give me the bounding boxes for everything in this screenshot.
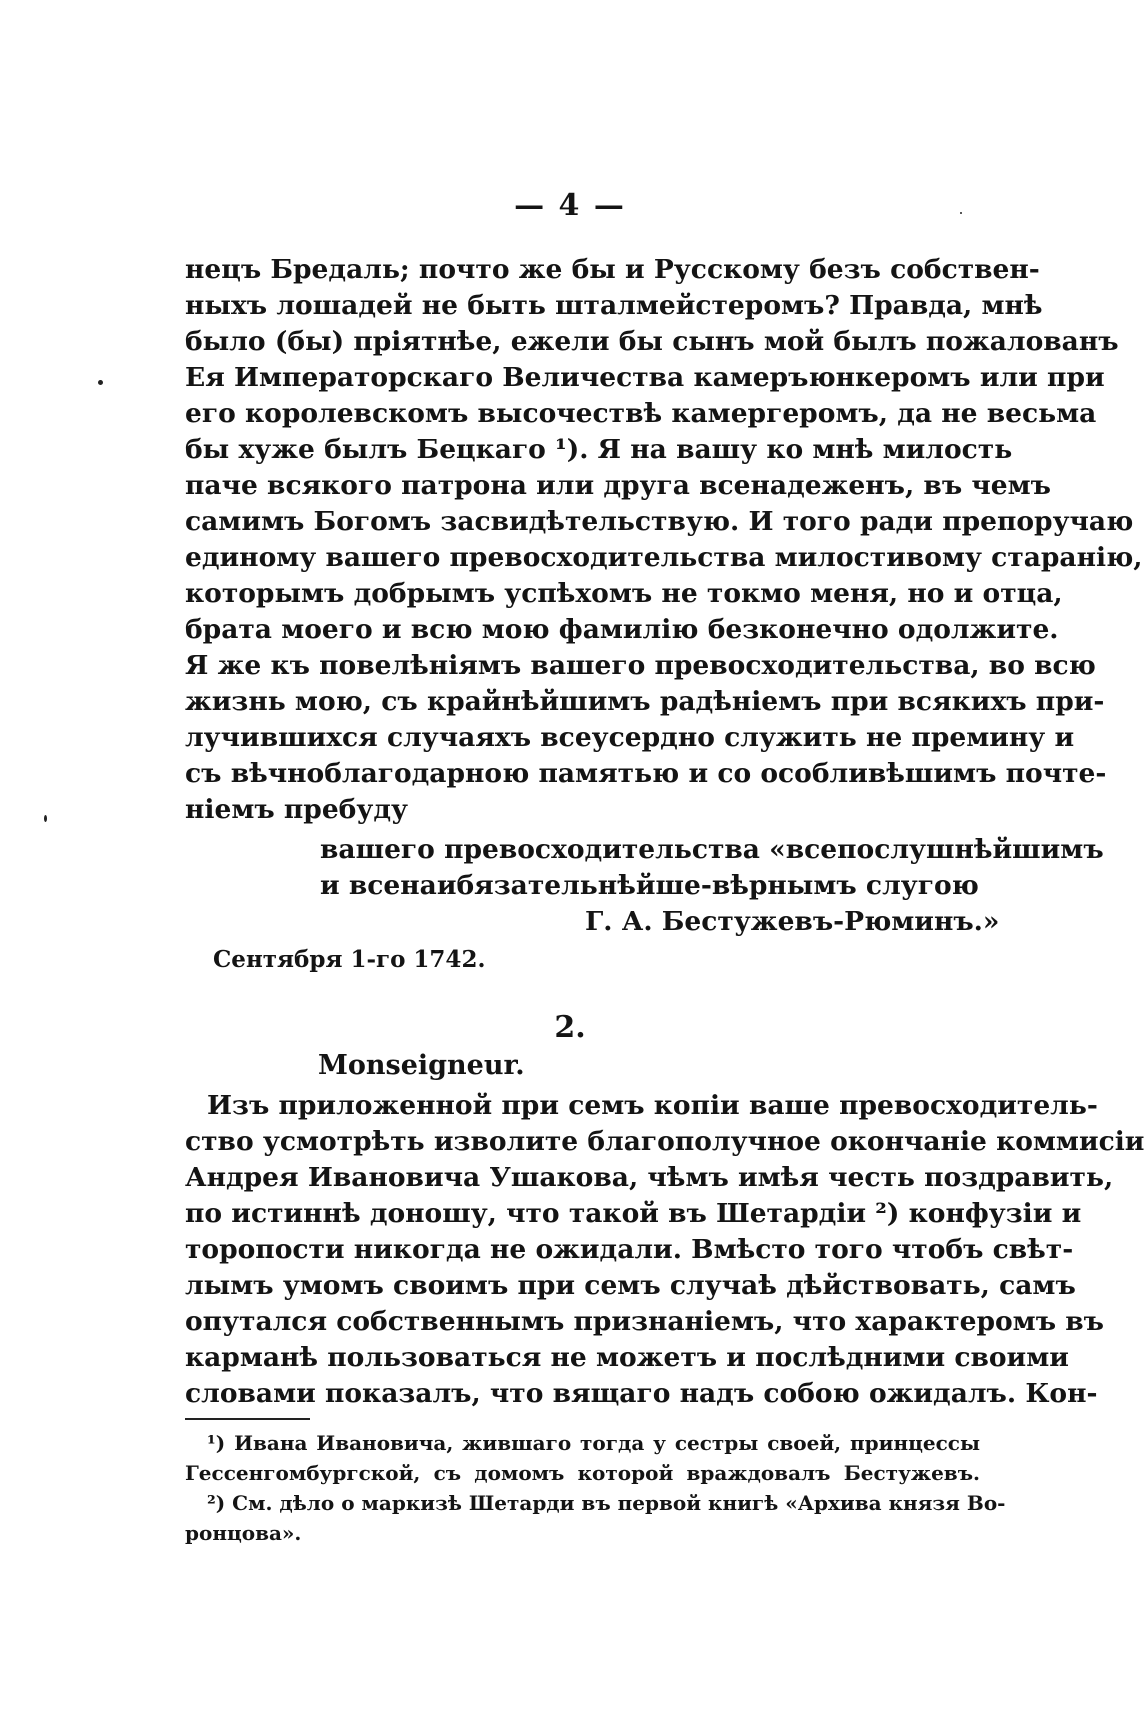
text-line: ніемъ пребуду	[185, 794, 408, 825]
text-line: было (бы) пріятнѣе, ежели бы сынъ мой былъ пожалованъ	[185, 326, 1119, 357]
footnote-line: ²) См. дѣло о маркизѣ Шетарди въ первой книгѣ «Архива князя Во-	[207, 1491, 1006, 1515]
text-line: Я же къ повелѣніямъ вашего превосходительства, во всю	[185, 650, 1096, 681]
footnote-line: ¹) Ивана Ивановича, жившаго тогда у сестры своей, принцессы	[207, 1431, 980, 1455]
text-line: самимъ Богомъ засвидѣтельствую. И того ради препоручаю	[185, 506, 1134, 537]
footnote-line: ронцова».	[185, 1521, 302, 1545]
text-line: лучившихся случаяхъ всеусердно служить не премину и	[185, 722, 1075, 753]
letter-number: 2.	[554, 1010, 586, 1045]
scan-speck	[44, 815, 47, 822]
text-line: которымъ добрымъ успѣхомъ не токмо меня, но и отца,	[185, 578, 1063, 609]
text-line: словами показалъ, что вящаго надъ собою ожидалъ. Кон-	[185, 1378, 1098, 1409]
closing-line: и всенаибязательнѣйше-вѣрнымъ слугою	[320, 870, 979, 901]
text-line: брата моего и всю мою фамилію безконечно одолжите.	[185, 614, 1059, 645]
text-line: нецъ Бредаль; почто же бы и Русскому безъ собствен-	[185, 254, 1040, 285]
footnote-line: Гессенгомбургской, съ домомъ которой враждовалъ Бестужевъ.	[185, 1461, 980, 1485]
text-line: опутался собственнымъ признаніемъ, что характеромъ въ	[185, 1306, 1104, 1337]
text-line: съ вѣчноблагодарною памятью и со особливѣшимъ почте-	[185, 758, 1107, 789]
text-line: карманѣ пользоваться не можетъ и послѣдними своими	[185, 1342, 1069, 1373]
footnotes	[185, 1428, 1006, 1548]
paragraph-2	[185, 1088, 1144, 1412]
text-line: лымъ умомъ своимъ при семъ случаѣ дѣйствовать, самъ	[185, 1270, 1076, 1301]
text-line: бы хуже былъ Бецкаго ¹). Я на вашу ко мнѣ милость	[185, 434, 1013, 465]
text-line: по истиннѣ доношу, что такой въ Шетардіи ²) конфузіи и	[185, 1198, 1082, 1229]
scan-speck	[98, 380, 103, 385]
signature: Г. А. Бестужевъ-Рюминъ.»	[585, 906, 1000, 937]
text-line: Изъ приложенной при семъ копіи ваше превосходитель-	[207, 1090, 1098, 1121]
text-line: ство усмотрѣть изволите благополучное окончаніе коммисіи	[185, 1126, 1144, 1157]
text-line: его королевскомъ высочествѣ камергеромъ, да не весьма	[185, 398, 1097, 429]
text-line: Ея Императорскаго Величества камеръюнкеромъ или при	[185, 362, 1105, 393]
text-line: единому вашего превосходительства милостивому старанію,	[185, 542, 1143, 573]
footnote-divider	[185, 1418, 310, 1420]
text-line: паче всякого патрона или друга всенадеженъ, въ чемъ	[185, 470, 1051, 501]
text-line: жизнь мою, съ крайнѣйшимъ радѣніемъ при всякихъ при-	[185, 686, 1105, 717]
scan-speck	[960, 212, 962, 214]
text-line: торопости никогда не ожидали. Вмѣсто того чтобъ свѣт-	[185, 1234, 1074, 1265]
text-line: Андрея Ивановича Ушакова, чѣмъ имѣя честь поздравить,	[185, 1162, 1114, 1193]
closing-line: вашего превосходительства «всепослушнѣйшимъ	[320, 834, 1104, 865]
paragraph-1	[185, 252, 1143, 828]
letter-date: Сентября 1-го 1742.	[213, 946, 486, 973]
page-number: — 4 —	[514, 188, 626, 223]
text-line: ныхъ лошадей не быть шталмейстеромъ? Правда, мнѣ	[185, 290, 1043, 321]
salutation: Monseigneur.	[318, 1050, 525, 1081]
